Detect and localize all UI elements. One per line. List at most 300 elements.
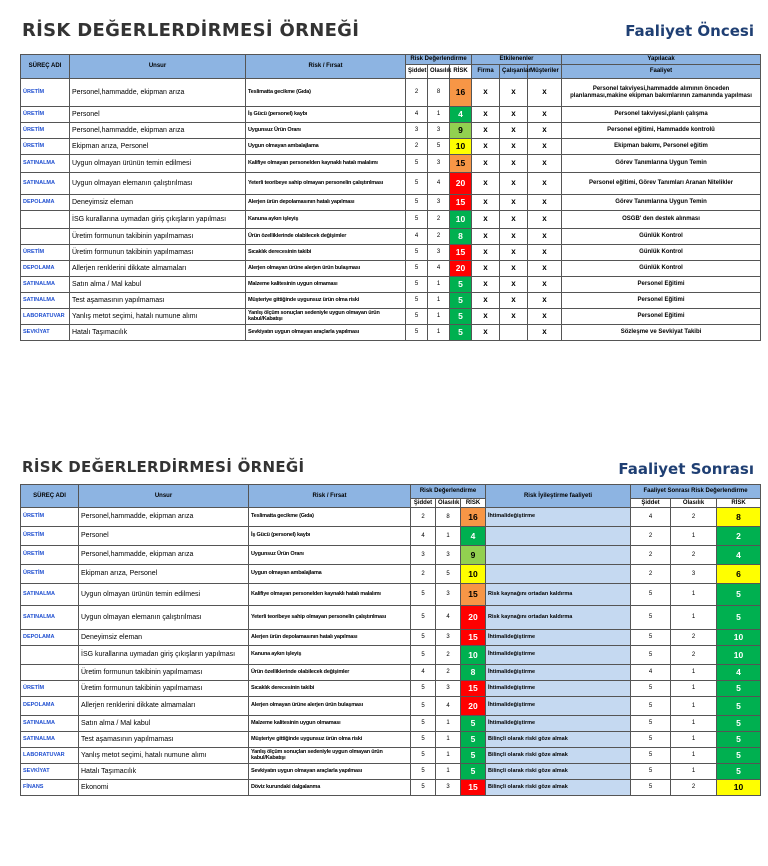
- severity-cell: 5: [406, 277, 428, 293]
- severity-cell: 3: [406, 123, 428, 139]
- customers-affected-cell: x: [528, 139, 562, 155]
- severity-cell: 2: [406, 139, 428, 155]
- customers-affected-cell: x: [528, 309, 562, 325]
- table-row: [21, 716, 761, 732]
- severity-cell: 5: [406, 155, 428, 173]
- table-row: [21, 697, 761, 716]
- process-cell: ÜRETİM: [21, 527, 79, 546]
- improvement-cell: [486, 546, 631, 565]
- probability-after-cell: 1: [671, 732, 717, 748]
- element-cell: Personel,hammadde, ekipman arıza: [70, 123, 246, 139]
- severity-after-cell: 4: [631, 665, 671, 681]
- header-post-evaluation: Faaliyet Sonrası Risk Değerlendirme: [631, 485, 761, 499]
- probability-cell: 3: [436, 681, 461, 697]
- table-row: [21, 107, 761, 123]
- improvement-cell: Risk kaynağını ortadan kaldırma: [486, 584, 631, 606]
- company-affected-cell: x: [472, 79, 500, 107]
- severity-after-cell: 5: [631, 646, 671, 665]
- element-cell: İSG kurallarına uymadan giriş çıkışların yapılması: [70, 211, 246, 229]
- customers-affected-cell: x: [528, 261, 562, 277]
- activity-cell: Ekipman bakımı, Personel eğitim: [562, 139, 761, 155]
- risk-score-cell: 15: [450, 245, 472, 261]
- header-process: SÜREÇ ADI: [21, 55, 70, 79]
- risk-cell: İş Gücü (personel) kaybı: [249, 527, 411, 546]
- header-employees: Çalışanlar: [500, 65, 528, 79]
- table-row: [21, 123, 761, 139]
- table-row: [21, 630, 761, 646]
- risk-cell: Sevkiyatın uygun olmayan araçlarla yapılması: [246, 325, 406, 341]
- risk-cell: Alerjen ürün depolamasının hatalı yapılması: [246, 195, 406, 211]
- risk-cell: Uygunsuz Ürün Oranı: [246, 123, 406, 139]
- improvement-cell: [486, 527, 631, 546]
- activity-cell: Personel Eğitimi: [562, 293, 761, 309]
- element-cell: İSG kurallarına uymadan giriş çıkışların yapılması: [79, 646, 249, 665]
- table-row: [21, 681, 761, 697]
- process-cell: ÜRETİM: [21, 139, 70, 155]
- risk-score-cell: 4: [450, 107, 472, 123]
- header-risk-evaluation: Risk Değerlendirme: [411, 485, 486, 499]
- risk-cell: Ürün özelliklerinde olabilecek değişimler: [249, 665, 411, 681]
- customers-affected-cell: x: [528, 107, 562, 123]
- process-cell: [21, 665, 79, 681]
- probability-cell: 3: [436, 780, 461, 796]
- probability-cell: 3: [428, 195, 450, 211]
- improvement-cell: İhtimalideğiştirme: [486, 681, 631, 697]
- improvement-cell: Bilinçli olarak riski göze almak: [486, 780, 631, 796]
- risk-score-after-cell: 5: [717, 681, 761, 697]
- improvement-cell: Bilinçli olarak riski göze almak: [486, 732, 631, 748]
- improvement-cell: Bilinçli olarak riski göze almak: [486, 764, 631, 780]
- activity-cell: Personel eğitimi, Hammadde kontrolü: [562, 123, 761, 139]
- header-severity-after: Şiddet: [631, 499, 671, 508]
- table-row: [21, 195, 761, 211]
- severity-cell: 2: [406, 79, 428, 107]
- probability-cell: 5: [436, 565, 461, 584]
- table-row: [21, 665, 761, 681]
- process-cell: SATINALMA: [21, 277, 70, 293]
- element-cell: Personel,hammadde, ekipman arıza: [70, 79, 246, 107]
- risk-score-cell: 5: [450, 293, 472, 309]
- company-affected-cell: x: [472, 245, 500, 261]
- process-cell: SATINALMA: [21, 732, 79, 748]
- activity-cell: Günlük Kontrol: [562, 261, 761, 277]
- header-risk-evaluation: Risk Değerlendirme: [406, 55, 472, 65]
- employees-affected-cell: x: [500, 277, 528, 293]
- header-element: Unsur: [79, 485, 249, 508]
- probability-cell: 1: [436, 527, 461, 546]
- risk-score-cell: 10: [461, 565, 486, 584]
- company-affected-cell: x: [472, 309, 500, 325]
- process-cell: DEPOLAMA: [21, 195, 70, 211]
- table-row: [21, 732, 761, 748]
- risk-score-cell: 16: [450, 79, 472, 107]
- severity-cell: 5: [406, 261, 428, 277]
- customers-affected-cell: x: [528, 277, 562, 293]
- risk-cell: Ürün özelliklerinde olabilecek değişimler: [246, 229, 406, 245]
- severity-after-cell: 5: [631, 748, 671, 764]
- risk-cell: Yanlış ölçüm sonuçları sedeniyle uygun olmayan ürün kabul/Kabatışı: [246, 309, 406, 325]
- severity-cell: 5: [406, 195, 428, 211]
- severity-cell: 5: [411, 630, 436, 646]
- header-process: SÜREÇ ADI: [21, 485, 79, 508]
- employees-affected-cell: x: [500, 139, 528, 155]
- company-affected-cell: x: [472, 173, 500, 195]
- risk-cell: Yeterli teoribeye sahip olmayan personelin çalıştırılması: [249, 606, 411, 630]
- table-row: [21, 646, 761, 665]
- company-affected-cell: x: [472, 195, 500, 211]
- probability-cell: 8: [428, 79, 450, 107]
- table-row: [21, 508, 761, 527]
- company-affected-cell: x: [472, 229, 500, 245]
- risk-cell: Uygunsuz Ürün Oranı: [249, 546, 411, 565]
- risk-score-cell: 15: [461, 681, 486, 697]
- severity-cell: 5: [411, 606, 436, 630]
- customers-affected-cell: x: [528, 123, 562, 139]
- risk-score-cell: 8: [461, 665, 486, 681]
- probability-after-cell: 1: [671, 697, 717, 716]
- table-row: [21, 565, 761, 584]
- severity-after-cell: 2: [631, 527, 671, 546]
- risk-cell: Teslimatta gecikme (Gıda): [246, 79, 406, 107]
- employees-affected-cell: x: [500, 123, 528, 139]
- probability-after-cell: 2: [671, 630, 717, 646]
- company-affected-cell: x: [472, 107, 500, 123]
- risk-score-after-cell: 5: [717, 764, 761, 780]
- risk-cell: Uygun olmayan ambalajlama: [246, 139, 406, 155]
- activity-cell: Görev Tanımlarına Uygun Temin: [562, 195, 761, 211]
- probability-after-cell: 1: [671, 764, 717, 780]
- improvement-cell: İhtimalideğiştirme: [486, 646, 631, 665]
- risk-score-cell: 20: [461, 697, 486, 716]
- employees-affected-cell: x: [500, 107, 528, 123]
- process-cell: SATINALMA: [21, 716, 79, 732]
- probability-cell: 4: [428, 173, 450, 195]
- element-cell: Uygun olmayan ürünün temin edilmesi: [70, 155, 246, 173]
- probability-cell: 1: [436, 748, 461, 764]
- table-row: [21, 173, 761, 195]
- process-cell: DEPOLAMA: [21, 261, 70, 277]
- risk-cell: Kanuna aykırı işleyiş: [249, 646, 411, 665]
- severity-cell: 4: [406, 229, 428, 245]
- process-cell: SATINALMA: [21, 606, 79, 630]
- header-risk: Risk / Fırsat: [246, 55, 406, 79]
- process-cell: [21, 229, 70, 245]
- process-cell: ÜRETİM: [21, 123, 70, 139]
- risk-cell: Sevkiyatın uygun olmayan araçlarla yapılması: [249, 764, 411, 780]
- risk-cell: Müşteriye gittiğinde uygunsuz ürün olma riski: [246, 293, 406, 309]
- probability-cell: 4: [436, 606, 461, 630]
- risk-cell: Kanuna aykırı işleyiş: [246, 211, 406, 229]
- table-row: [21, 527, 761, 546]
- table-row: [21, 309, 761, 325]
- customers-affected-cell: x: [528, 79, 562, 107]
- element-cell: Yanlış metot seçimi, hatalı numune alımı: [79, 748, 249, 764]
- risk-score-cell: 15: [450, 155, 472, 173]
- probability-after-cell: 1: [671, 748, 717, 764]
- element-cell: Ekipman arıza, Personel: [79, 565, 249, 584]
- pre-activity-risk-table: [20, 54, 761, 341]
- severity-cell: 5: [411, 584, 436, 606]
- risk-score-cell: 5: [461, 716, 486, 732]
- risk-cell: Alerjen olmayan ürüne alerjen ürün bulaşması: [246, 261, 406, 277]
- employees-affected-cell: x: [500, 261, 528, 277]
- company-affected-cell: x: [472, 155, 500, 173]
- improvement-cell: İhtimalideğiştirme: [486, 630, 631, 646]
- risk-cell: Uygun olmayan ambalajlama: [249, 565, 411, 584]
- process-cell: SATINALMA: [21, 155, 70, 173]
- severity-cell: 5: [411, 646, 436, 665]
- severity-cell: 5: [411, 732, 436, 748]
- process-cell: ÜRETİM: [21, 546, 79, 565]
- severity-cell: 5: [411, 716, 436, 732]
- risk-score-cell: 10: [450, 139, 472, 155]
- element-cell: Test aşamasının yapılmaması: [79, 732, 249, 748]
- severity-cell: 4: [406, 107, 428, 123]
- process-cell: ÜRETİM: [21, 508, 79, 527]
- header-severity: Şiddet: [406, 65, 428, 79]
- table-row: [21, 229, 761, 245]
- probability-after-cell: 1: [671, 681, 717, 697]
- header-probability: Olasılık: [436, 499, 461, 508]
- probability-cell: 4: [428, 261, 450, 277]
- employees-affected-cell: x: [500, 229, 528, 245]
- risk-score-cell: 5: [461, 764, 486, 780]
- table-row: [21, 277, 761, 293]
- element-cell: Satın alma / Mal kabul: [79, 716, 249, 732]
- risk-score-after-cell: 10: [717, 646, 761, 665]
- probability-cell: 8: [436, 508, 461, 527]
- employees-affected-cell: x: [500, 293, 528, 309]
- element-cell: Uygun olmayan ürünün temin edilmesi: [79, 584, 249, 606]
- element-cell: Allerjen renklerini dikkate almamaları: [79, 697, 249, 716]
- header-severity: Şiddet: [411, 499, 436, 508]
- risk-score-after-cell: 5: [717, 584, 761, 606]
- process-cell: SEVKİYAT: [21, 764, 79, 780]
- header-company: Firma: [472, 65, 500, 79]
- severity-cell: 4: [411, 527, 436, 546]
- severity-cell: 5: [406, 211, 428, 229]
- element-cell: Hatalı Taşımacılık: [70, 325, 246, 341]
- probability-cell: 3: [428, 245, 450, 261]
- activity-cell: Sözleşme ve Sevkiyat Takibi: [562, 325, 761, 341]
- process-cell: [21, 211, 70, 229]
- risk-cell: Müşteriye gittiğinde uygunsuz ürün olma riski: [249, 732, 411, 748]
- process-cell: DEPOLAMA: [21, 697, 79, 716]
- risk-cell: Yanlış ölçüm sonuçları sedeniyle uygun olmayan ürün kabul/Kabatışı: [249, 748, 411, 764]
- severity-after-cell: 2: [631, 565, 671, 584]
- probability-after-cell: 2: [671, 546, 717, 565]
- element-cell: Üretim formunun takibinin yapılmaması: [70, 229, 246, 245]
- table-row: [21, 261, 761, 277]
- risk-score-cell: 15: [461, 780, 486, 796]
- employees-affected-cell: x: [500, 173, 528, 195]
- probability-cell: 4: [436, 697, 461, 716]
- element-cell: Ekipman arıza, Personel: [70, 139, 246, 155]
- risk-cell: Malzeme kalitesinin uygun olmaması: [249, 716, 411, 732]
- severity-cell: 5: [406, 245, 428, 261]
- customers-affected-cell: x: [528, 325, 562, 341]
- risk-score-cell: 15: [461, 584, 486, 606]
- improvement-cell: Risk kaynağını ortadan kaldırma: [486, 606, 631, 630]
- severity-cell: 5: [411, 697, 436, 716]
- risk-score-cell: 4: [461, 527, 486, 546]
- element-cell: Personel,hammadde, ekipman arıza: [79, 508, 249, 527]
- probability-cell: 3: [436, 546, 461, 565]
- header-probability-after: Olasılık: [671, 499, 717, 508]
- risk-score-cell: 15: [450, 195, 472, 211]
- header-risk-score-after: RİSK: [717, 499, 761, 508]
- probability-cell: 3: [436, 630, 461, 646]
- risk-score-after-cell: 2: [717, 527, 761, 546]
- risk-score-after-cell: 5: [717, 606, 761, 630]
- risk-score-after-cell: 10: [717, 630, 761, 646]
- company-affected-cell: x: [472, 325, 500, 341]
- table-row: [21, 245, 761, 261]
- probability-after-cell: 2: [671, 508, 717, 527]
- probability-cell: 5: [428, 139, 450, 155]
- risk-score-after-cell: 5: [717, 748, 761, 764]
- employees-affected-cell: x: [500, 245, 528, 261]
- top-page-title: RİSK DEĞERLERDİRMESİ ÖRNEĞİ: [22, 20, 360, 41]
- employees-affected-cell: x: [500, 195, 528, 211]
- probability-cell: 1: [428, 325, 450, 341]
- activity-cell: Personel Eğitimi: [562, 309, 761, 325]
- probability-cell: 2: [428, 211, 450, 229]
- activity-cell: OSGB' den destek alınması: [562, 211, 761, 229]
- header-activity: Faaliyet: [562, 65, 761, 79]
- probability-after-cell: 3: [671, 565, 717, 584]
- element-cell: Allerjen renklerini dikkate almamaları: [70, 261, 246, 277]
- table-row: [21, 293, 761, 309]
- table-row: [21, 606, 761, 630]
- probability-after-cell: 1: [671, 527, 717, 546]
- risk-score-cell: 8: [450, 229, 472, 245]
- severity-cell: 5: [411, 748, 436, 764]
- header-risk: Risk / Fırsat: [249, 485, 411, 508]
- probability-cell: 1: [428, 293, 450, 309]
- risk-score-cell: 10: [461, 646, 486, 665]
- process-cell: SATINALMA: [21, 173, 70, 195]
- element-cell: Uygun olmayan elemanın çalıştırılması: [70, 173, 246, 195]
- element-cell: Üretim formunun takibinin yapılmaması: [79, 681, 249, 697]
- risk-cell: Alerjen ürün depolamasının hatalı yapılması: [249, 630, 411, 646]
- improvement-cell: İhtimalideğiştirme: [486, 697, 631, 716]
- employees-affected-cell: x: [500, 79, 528, 107]
- bottom-page-title: RİSK DEĞERLERDİRMESİ ÖRNEĞİ: [22, 458, 305, 476]
- element-cell: Deneyimsiz eleman: [70, 195, 246, 211]
- probability-cell: 1: [436, 716, 461, 732]
- header-customers: Müşteriler: [528, 65, 562, 79]
- severity-cell: 2: [411, 508, 436, 527]
- risk-score-after-cell: 6: [717, 565, 761, 584]
- element-cell: Hatalı Taşımacılık: [79, 764, 249, 780]
- element-cell: Üretim formunun takibinin yapılmaması: [70, 245, 246, 261]
- risk-score-after-cell: 5: [717, 732, 761, 748]
- probability-cell: 1: [436, 732, 461, 748]
- risk-score-cell: 5: [461, 732, 486, 748]
- process-cell: LABORATUVAR: [21, 748, 79, 764]
- risk-score-cell: 20: [450, 173, 472, 195]
- severity-after-cell: 2: [631, 546, 671, 565]
- risk-score-after-cell: 4: [717, 665, 761, 681]
- risk-cell: Kalifiye olmayan personelden kaynaklı hatalı malalımı: [249, 584, 411, 606]
- element-cell: Personel,hammadde, ekipman arıza: [79, 546, 249, 565]
- company-affected-cell: x: [472, 139, 500, 155]
- risk-cell: Kalifiye olmayan personelden kaynaklı hatalı malalımı: [246, 155, 406, 173]
- header-risk-score: RİSK: [461, 499, 486, 508]
- customers-affected-cell: x: [528, 173, 562, 195]
- process-cell: ÜRETİM: [21, 565, 79, 584]
- severity-after-cell: 5: [631, 716, 671, 732]
- severity-after-cell: 5: [631, 764, 671, 780]
- company-affected-cell: x: [472, 211, 500, 229]
- severity-after-cell: 4: [631, 508, 671, 527]
- probability-cell: 1: [428, 309, 450, 325]
- element-cell: Ekonomi: [79, 780, 249, 796]
- customers-affected-cell: x: [528, 229, 562, 245]
- risk-cell: Malzeme kalitesinin uygun olmaması: [246, 277, 406, 293]
- risk-score-cell: 20: [450, 261, 472, 277]
- table-row: [21, 748, 761, 764]
- severity-after-cell: 5: [631, 630, 671, 646]
- activity-cell: Personel takviyesi,hammadde alımının önceden planlanması,makine ekipman bakımlarının zamanında yapılması: [562, 79, 761, 107]
- process-cell: DEPOLAMA: [21, 630, 79, 646]
- risk-score-after-cell: 8: [717, 508, 761, 527]
- severity-cell: 5: [411, 780, 436, 796]
- table-row: [21, 780, 761, 796]
- customers-affected-cell: x: [528, 245, 562, 261]
- risk-score-cell: 15: [461, 630, 486, 646]
- table-row: [21, 211, 761, 229]
- risk-score-cell: 5: [450, 309, 472, 325]
- process-cell: FİNANS: [21, 780, 79, 796]
- probability-after-cell: 1: [671, 606, 717, 630]
- bottom-page-subtitle: Faaliyet Sonrası: [618, 460, 754, 478]
- customers-affected-cell: x: [528, 155, 562, 173]
- risk-score-after-cell: 4: [717, 546, 761, 565]
- table-row: [21, 139, 761, 155]
- process-cell: [21, 646, 79, 665]
- employees-affected-cell: x: [500, 155, 528, 173]
- risk-cell: Teslimatta gecikme (Gıda): [249, 508, 411, 527]
- element-cell: Üretim formunun takibinin yapılmaması: [79, 665, 249, 681]
- probability-cell: 2: [428, 229, 450, 245]
- customers-affected-cell: x: [528, 211, 562, 229]
- risk-score-after-cell: 5: [717, 716, 761, 732]
- customers-affected-cell: x: [528, 293, 562, 309]
- header-todo: Yapılacak: [562, 55, 761, 65]
- company-affected-cell: x: [472, 123, 500, 139]
- risk-cell: İş Gücü (personel) kaybı: [246, 107, 406, 123]
- risk-score-after-cell: 5: [717, 697, 761, 716]
- probability-after-cell: 1: [671, 665, 717, 681]
- improvement-cell: İhtimalideğiştirme: [486, 665, 631, 681]
- activity-cell: Personel eğitimi, Görev Tanımları Aranan Nitelikler: [562, 173, 761, 195]
- severity-cell: 5: [406, 325, 428, 341]
- risk-score-cell: 16: [461, 508, 486, 527]
- risk-score-cell: 5: [450, 277, 472, 293]
- header-probability: Olasılık: [428, 65, 450, 79]
- element-cell: Personel: [79, 527, 249, 546]
- activity-cell: Günlük Kontrol: [562, 245, 761, 261]
- process-cell: ÜRETİM: [21, 107, 70, 123]
- activity-cell: Görev Tanımlarına Uygun Temin: [562, 155, 761, 173]
- header-risk-score: RİSK: [450, 65, 472, 79]
- severity-cell: 4: [411, 665, 436, 681]
- probability-after-cell: 2: [671, 646, 717, 665]
- probability-cell: 3: [436, 584, 461, 606]
- severity-cell: 5: [411, 764, 436, 780]
